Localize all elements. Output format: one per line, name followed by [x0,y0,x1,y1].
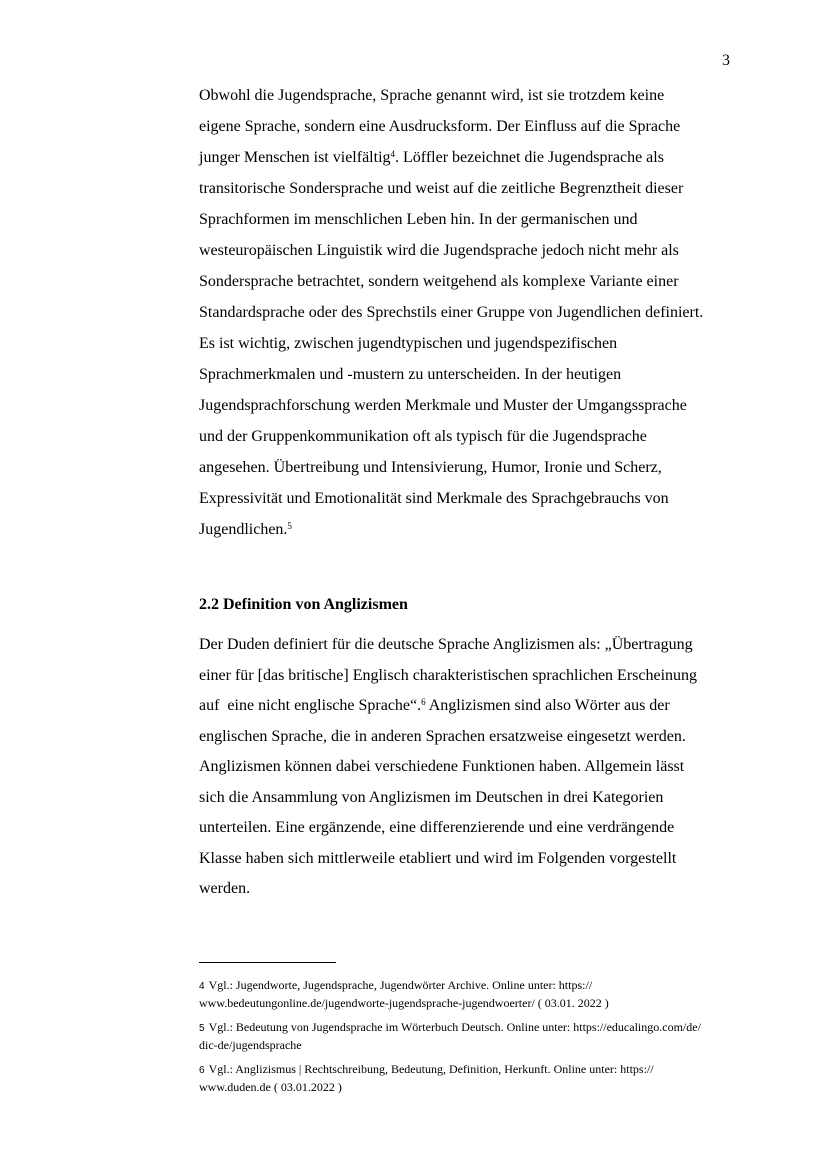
footnote-link[interactable]: dic-de/jugendsprache [199,1038,302,1052]
text-line: Anglizismen können dabei verschiedene Funktionen haben. Allgemein lässt [199,758,685,775]
page-number: 3 [722,52,730,69]
footnote-text: Vgl.: Anglizismus | Rechtschreibung, Bedeutung, Definition, Herkunft. Online unter: https:// [208,1062,654,1076]
footnote-text: Vgl.: Bedeutung von Jugendsprache im Wörterbuch Deutsch. Online unter: https://educalingo.com/de/ [208,1020,701,1034]
text-line [199,514,739,545]
footnote-4 [199,977,739,1011]
footnote-ref-4[interactable]: 4 [390,149,396,159]
text-line: Klasse haben sich mittlerweile etabliert und wird im Folgenden vorgestellt [199,849,677,867]
text-line: Der Duden definiert für die deutsche Sprache Anglizismen als: „Übertragung [199,636,693,653]
footnote-ref-6[interactable]: 6 [421,697,426,707]
text-line: Expressivität und Emotionalität sind Merkmale des Sprachgebrauchs von [199,490,669,507]
text-line: einer für [das britische] Englisch charakteristischen sprachlichen Erscheinung [199,666,698,684]
text-line: werden. [199,880,251,897]
footnote-5 [199,1019,739,1053]
footnote-link[interactable]: www.bedeutungonline.de/jugendworte-jugendsprache-jugendwoerter/ ( 03.01. 2022 ) [199,996,609,1010]
text-line: transitorische Sondersprache und weist auf die zeitliche Begrenztheit dieser [199,180,684,197]
footnote-ref-5[interactable]: 5 [287,521,292,531]
footnote-link[interactable]: www.duden.de ( 03.01.2022 ) [199,1080,342,1094]
text-segment: Jugendlichen. [199,521,288,538]
text-line [199,691,739,722]
footnote-number: 4 [199,981,205,992]
footnote-number: 6 [199,1065,205,1076]
section-heading: 2.2 Definition von Anglizismen [199,596,408,613]
text-line: angesehen. Übertreibung und Intensivierung, Humor, Ironie und Scherz, [199,459,662,476]
footnote-text: Vgl.: Jugendworte, Jugendsprache, Jugendwörter Archive. Online unter: https:// [208,978,593,992]
text-line: und der Gruppenkommunikation oft als typisch für die Jugendsprache [199,428,647,445]
text-line: Es ist wichtig, zwischen jugendtypischen und jugendspezifischen [199,335,618,352]
paragraph-jugendsprache [199,80,739,545]
text-segment: . Löffler bezeichnet die Jugendsprache als [395,149,664,166]
text-line: eigene Sprache, sondern eine Ausdrucksform. Der Einfluss auf die Sprache [199,118,681,135]
text-line: Sondersprache betrachtet, sondern weitgehend als komplexe Variante einer [199,273,679,290]
text-line: westeuropäischen Linguistik wird die Jugendsprache jedoch nicht mehr als [199,242,679,259]
text-line: sich die Ansammlung von Anglizismen im Deutschen in drei Kategorien [199,788,664,806]
text-line: Standardsprache oder des Sprechstils einer Gruppe von Jugendlichen definiert. [199,304,704,321]
text-line: Sprachformen im menschlichen Leben hin. In der germanischen und [199,211,638,228]
text-line [199,142,739,173]
footnote-number: 5 [199,1023,205,1034]
footnote-separator [199,962,336,963]
text-line: Jugendsprachforschung werden Merkmale und Muster der Umgangssprache [199,397,687,414]
footnote-6 [199,1061,739,1095]
text-line: unterteilen. Eine ergänzende, eine differenzierende und eine verdrängende [199,819,675,836]
text-line: Sprachmerkmalen und -mustern zu unterscheiden. In der heutigen [199,366,622,383]
text-line: Obwohl die Jugendsprache, Sprache genannt wird, ist sie trotzdem keine [199,87,665,104]
text-segment: Anglizismen sind also Wörter aus der [425,697,670,714]
text-segment: auf eine nicht englische Sprache“. [199,697,422,714]
paragraph-anglizismen [199,630,739,905]
text-line: englischen Sprache, die in anderen Sprachen ersatzweise eingesetzt werden. [199,727,686,745]
text-segment: junger Menschen ist vielfältig [199,149,391,166]
